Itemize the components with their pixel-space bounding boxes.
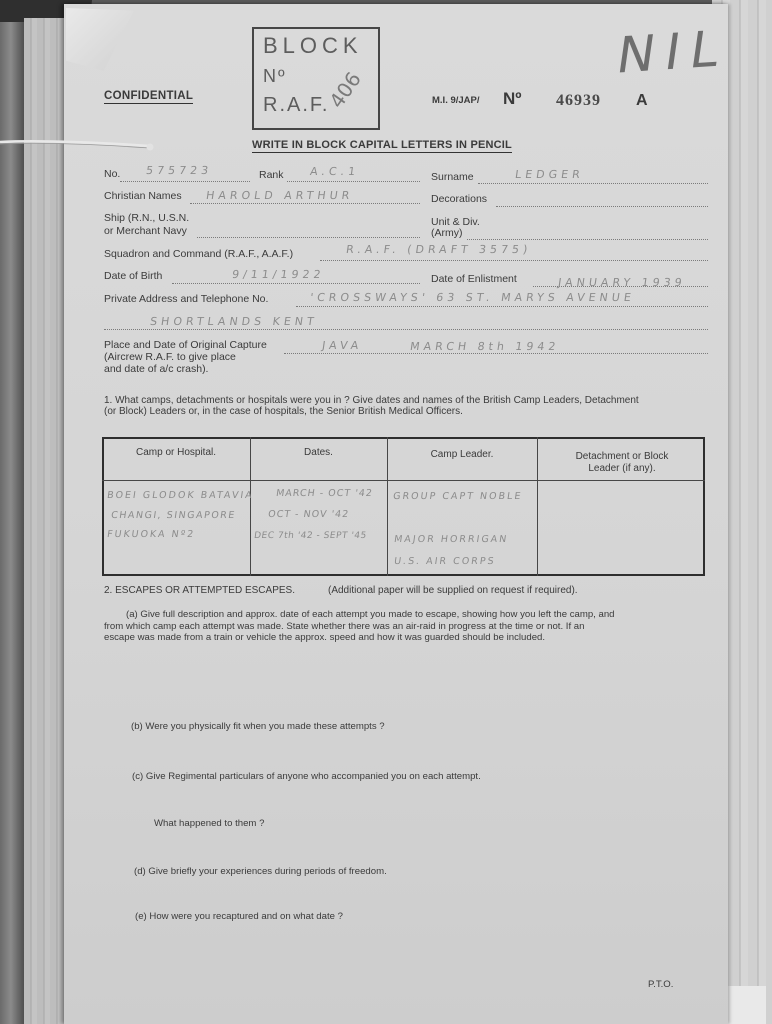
question-c: (c) Give Regimental particulars of anyone who accompanied you on each attempt. [132,771,481,782]
address-line-2 [104,329,708,330]
section-1-question-line-2: (or Block) Leaders or, in the case of hospitals, the Senior British Medical Officers. [104,406,463,417]
date-of-enlistment-value: JANUARY 1939 [557,276,687,289]
pto-label: P.T.O. [648,979,674,990]
header-dates: Dates. [304,447,333,458]
question-c-followup: What happened to them ? [154,818,265,829]
surname-line [478,183,708,184]
header-camp-leader: Camp Leader. [430,449,494,460]
unit-line [467,239,708,240]
squadron-value: R.A.F. (DRAFT 3575) [345,243,533,256]
date-of-enlistment-label: Date of Enlistment [431,273,517,285]
christian-names-label: Christian Names [104,190,182,202]
stamp-no-text: Nº [263,66,287,86]
squadron-line [320,260,708,261]
question-a-line-3: escape was made from a train or vehicle the approx. speed and how it was guarded should be included. [104,632,546,643]
row-camp-leader: MAJOR HORRIGAN [393,534,510,545]
camps-table-header-rule [102,480,705,481]
address-label: Private Address and Telephone No. [104,293,269,305]
address-value-1: 'CROSSWAYS' 63 ST. MARYS AVENUE [309,291,636,304]
squadron-label: Squadron and Command (R.A.F., A.A.F.) [104,248,294,260]
christian-names-value: HAROLD ARTHUR [205,189,355,202]
rank-label: Rank [259,169,284,181]
ship-label-2: or Merchant Navy [104,225,187,237]
header-camp-or-hospital: Camp or Hospital. [135,447,217,458]
reference-prefix: M.I. 9/JAP/ [432,95,480,106]
confidential-label: CONFIDENTIAL [104,90,194,102]
surname-label: Surname [431,171,474,183]
decorations-line [496,206,708,207]
form-instruction: WRITE IN BLOCK CAPITAL LETTERS IN PENCIL [252,139,512,151]
row-camp-leader-line-2: U.S. AIR CORPS [393,556,497,567]
binding-string [0,128,172,162]
ship-line [197,237,420,238]
section-2-note: (Additional paper will be supplied on request if required). [328,585,578,596]
rank-value: A.C.1 [309,165,360,178]
address-line-1 [296,306,708,307]
service-no-line [120,181,250,182]
ship-label-1: Ship (R.N., U.S.N. [104,212,190,224]
capture-date-value: MARCH 8th 1942 [409,340,561,353]
question-e: (e) How were you recaptured and on what date ? [135,911,343,922]
capture-place-value: JAVA [321,339,364,352]
stamp-block-number: 406 [324,67,366,113]
unit-label-2: (Army) [431,227,463,239]
christian-names-line [190,203,420,204]
capture-label-2: (Aircrew R.A.F. to give place [104,351,236,363]
row-camp: FUKUOKA Nº2 [106,529,196,540]
header-detachment-leader: Detachment or Block Leader (if any). [575,451,669,474]
question-a-line-1: (a) Give full description and approx. date of each attempt you made to escape, showing how you left the camp, and [126,609,615,620]
service-no-label: No. [104,168,121,180]
question-b: (b) Were you physically fit when you made these attempts ? [131,721,385,732]
handwritten-annotation: NIL [613,19,733,85]
row-camp: CHANGI, SINGAPORE [110,510,237,521]
row-camp: BOEI GLODOK BATAVIA [106,490,255,501]
question-a-line-2: from which camp each attempt was made. State whether there was an air-raid in progress at the time or not. If an [104,621,585,632]
date-of-birth-value: 9/11/1922 [231,268,326,281]
reference-no-label: Nº [503,89,522,108]
reference-suffix: A [636,92,648,109]
date-of-birth-label: Date of Birth [104,270,163,282]
service-no-value: 575723 [145,164,213,177]
address-value-2: SHORTLANDS KENT [149,315,319,328]
row-dates: MARCH - OCT '42 [275,488,374,499]
unit-label-1: Unit & Div. [431,216,480,228]
camps-table-column-rule [537,437,538,576]
rank-line [287,181,420,182]
date-of-birth-line [172,283,420,284]
capture-label-3: and date of a/c crash). [104,363,209,375]
row-dates: DEC 7th '42 - SEPT '45 [253,531,368,541]
capture-label-1: Place and Date of Original Capture [104,339,267,351]
row-dates: OCT - NOV '42 [267,509,350,520]
decorations-label: Decorations [431,193,488,205]
section-1-question-line-1: 1. What camps, detachments or hospitals were you in ? Give dates and names of the British Camp Leaders, Detachment [104,395,639,406]
stamp-block-text: BLOCK [263,33,363,58]
row-camp-leader: GROUP CAPT NOBLE [392,491,524,502]
question-d: (d) Give briefly your experiences during periods of freedom. [134,866,387,877]
surname-value: LEDGER [514,168,585,181]
reference-serial: 46939 [556,92,601,109]
stamp-raf-text: R.A.F. [263,94,330,116]
section-2-heading: 2. ESCAPES OR ATTEMPTED ESCAPES. [104,585,295,596]
